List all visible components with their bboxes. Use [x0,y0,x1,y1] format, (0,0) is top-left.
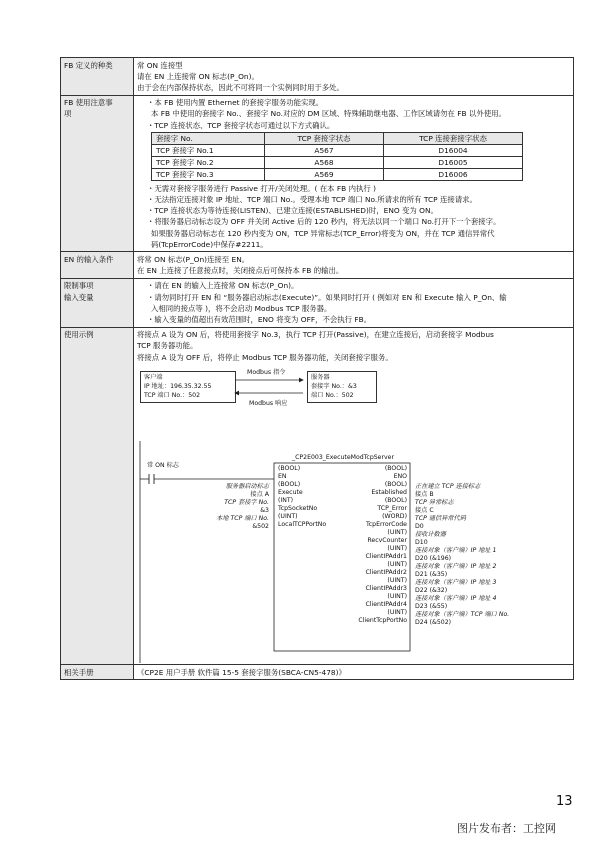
fb-pin: ClientTcpPortNo [358,616,407,624]
fb-pin: (BOOL) [384,496,407,504]
table-cell: A568 [265,156,384,168]
content-manual: 《CP2E 用户手册 软件篇 15-5 套接字服务(SBCA-CN5-478)》 [134,665,574,680]
client-line: 客户端 [144,373,163,381]
row-example [61,327,574,665]
fb-pin: TcpErrorCode [366,520,407,528]
var-label: 本地 TCP 端口 No. [216,514,269,522]
text-line: ・请勿同时打开 EN 和 “服务器启动标志(Execute)”。如果同时打开 ( 例如对 EN 和 Execute 输入 P_On、输 [147,292,507,302]
var-label: 连接对象（客户端）IP 地址 4 [415,594,497,602]
var-value: D22 (&32) [415,586,448,594]
var-value: &502 [252,522,269,530]
table-cell: D16005 [384,156,523,168]
fb-pin: ClientIPAddr3 [365,584,407,592]
server-line: 服务器 [311,373,330,381]
table-row [152,144,523,156]
fb-pin: (BOOL) [278,480,301,488]
fb-pin: EN [278,472,287,480]
fb-pin: (INT) [278,496,294,504]
fb-instance-name: _CP2E003_ExecuteModTcpServer [292,453,395,461]
fb-pin: TcpSocketNo [278,504,318,512]
label-line: 输入变量 [64,292,94,302]
var-value: &3 [260,506,269,514]
example-diagram [137,363,570,663]
table-row [152,156,523,168]
text-line: ・TCP 连接状态为等待连接(LISTEN)、已建立连接(ESTABLISHED)时，ENO 变为 ON。 [147,206,438,216]
text-line: 由于会在内部保持状态，因此不可将同一个实例同时用于多处。 [137,82,344,92]
fb-pin: LocalTCPPortNo [278,520,327,528]
label-line: 限制事项 [64,281,94,291]
table-cell: TCP 套接字 No.1 [152,144,265,156]
fb-pin: (UINT) [278,512,298,520]
var-label: 正在建立 TCP 连接标志 [415,482,481,490]
table-cell: TCP 套接字 No.2 [152,156,265,168]
document-body [60,57,574,680]
row-manual [61,665,574,680]
var-label: TCP 异常标志 [415,498,454,506]
modbus-response-label: Modbus 响应 [249,399,288,407]
fb-pin: TCP_Error [377,504,407,512]
var-value: D20 (&196) [415,554,452,562]
label-line: 项 [64,109,72,119]
text-line: ・无法指定连接对象 IP 地址、TCP 端口 No.。受理本地 TCP 端口 No.所请求的所有 TCP 连接请求。 [147,194,477,204]
text-line: 常 ON 连接型 [137,60,183,70]
text-line: 将常 ON 标志(P_On)连接至 EN。 [137,254,250,264]
text-line: 将接点 A 设为 OFF 后，将停止 Modbus TCP 服务器功能，关闭套接字服务。 [137,352,393,362]
text-line: 入相同的接点等 )，将不会启动 Modbus TCP 服务器。 [151,303,332,313]
text-line: ・TCP 连接状态、TCP 套接字状态可通过以下方式确认。 [147,120,335,130]
var-value: D21 (&35) [415,570,448,578]
fb-pin: RecvCounter [367,536,407,544]
socket-status-table [151,132,523,181]
header-cell: TCP 连接套接字状态 [384,132,523,144]
var-value: D24 (&502) [415,618,452,626]
fb-pin: (UINT) [387,576,407,584]
fb-pin: Execute [278,488,303,496]
var-label: 连接对象（客户端）IP 地址 3 [415,578,497,586]
server-line: 端口 No.：502 [311,391,354,399]
var-label: 连接对象（客户端）TCP 端口 No. [415,610,510,618]
content-restrictions [134,278,574,327]
client-line: IP 地址：196.35.32.55 [144,382,212,390]
var-value: D10 [415,538,428,546]
content-fb-type [134,58,574,96]
var-label: 服务器启动标志 [225,482,269,490]
text-line: ・本 FB 使用内置 Ethernet 的套接字服务功能实现。 [147,98,324,108]
var-value: 接点 C [415,506,434,514]
var-label: 连接对象（客户端）IP 地址 1 [415,546,497,554]
image-credit: 图片发布者：工控网 [457,822,556,835]
text-line: 请在 EN 上连接常 ON 标志(P_On)。 [137,71,259,81]
table-cell: TCP 套接字 No.3 [152,168,265,180]
fb-pin: (UINT) [387,544,407,552]
header-cell: 套接字 No. [152,132,265,144]
server-line: 套接字 No.：&3 [311,382,357,390]
row-restrictions [61,278,574,327]
content-en-input [134,252,574,278]
label-en-input: EN 的输入条件 [61,252,134,278]
var-label: 接收计数器 [415,530,446,538]
table-row [152,168,523,180]
fb-pin: (BOOL) [278,464,301,472]
label-restrictions [61,278,134,327]
label-fb-type: FB 定义的种类 [61,58,134,96]
label-example: 使用示例 [61,327,134,665]
row-fb-notes [61,95,574,252]
fb-pin: (UINT) [387,528,407,536]
var-value: D0 [415,522,424,530]
text-line: 将接点 A 设为 ON 后，将使用套接字 No.3，执行 TCP 打开(Passive)，在建立连接后，启动套接字 Modbus [137,330,494,340]
fb-pin: ClientIPAddr2 [365,568,407,576]
var-label: 连接对象（客户端）IP 地址 2 [415,562,497,570]
fb-pin: ENO [393,472,407,480]
fb-pin: (BOOL) [384,480,407,488]
fb-pin: (WORD) [382,512,407,520]
content-example [134,327,574,665]
fb-pin: ClientIPAddr1 [365,552,407,560]
fb-pin: (UINT) [387,560,407,568]
fb-pin: (UINT) [387,608,407,616]
row-fb-type [61,58,574,96]
text-line: ・输入变量的值超出有效范围时，ENO 将变为 OFF，不会执行 FB。 [147,314,372,324]
fb-pin: Established [371,488,407,496]
text-line: 码(TcpErrorCode)中保存#2211。 [151,239,268,249]
var-value: D23 (&55) [415,602,448,610]
text-line: TCP 服务器功能。 [137,341,198,351]
label-manual: 相关手册 [61,665,134,680]
fb-pin: (BOOL) [384,464,407,472]
var-label: TCP 通信异常代码 [415,514,466,522]
fb-pin: (UINT) [387,592,407,600]
text-line: 在 EN 上连接了任意接点时，关闭接点后可保持本 FB 的输出。 [137,266,344,276]
text-line: ・请在 EN 的输入上连接常 ON 标志(P_On)。 [147,281,299,291]
row-en-input [61,252,574,278]
var-label: TCP 套接字 No. [224,498,269,506]
fb-spec-table [60,57,574,680]
text-line: ・无需对套接字服务进行 Passive 打开/关闭处理。( 在本 FB 内执行 ) [147,183,376,193]
text-line: 本 FB 中使用的套接字 No.、套接字 No.对应的 DM 区域、特殊辅助继电器、工作区域请勿在 FB 以外使用。 [151,109,506,119]
table-header-row [152,132,523,144]
label-line: FB 使用注意事 [64,98,113,108]
table-cell: D16004 [384,144,523,156]
content-fb-notes [134,95,574,252]
text-line: ・将服务器启动标志设为 OFF 并关闭 Active 后的 120 秒内，将无法以同一个端口 No.打开下一个套接字。 [147,217,501,227]
fb-pin: ClientIPAddr4 [365,600,407,608]
page-number: 13 [556,794,573,809]
table-cell: D16006 [384,168,523,180]
client-line: TCP 端口 No.：502 [144,391,201,399]
contact-label: 常 ON 标志 [147,461,179,469]
var-value: 接点 A [250,490,269,498]
header-cell: TCP 套接字状态 [265,132,384,144]
var-value: 接点 B [415,490,434,498]
table-cell: A569 [265,168,384,180]
label-fb-notes [61,95,134,252]
text-line: 如果服务器启动标志在 120 秒内变为 ON，TCP 异常标志(TCP_Error)将变为 ON，并在 TCP 通信异常代 [151,228,495,238]
table-cell: A567 [265,144,384,156]
modbus-command-label: Modbus 指令 [247,368,286,376]
